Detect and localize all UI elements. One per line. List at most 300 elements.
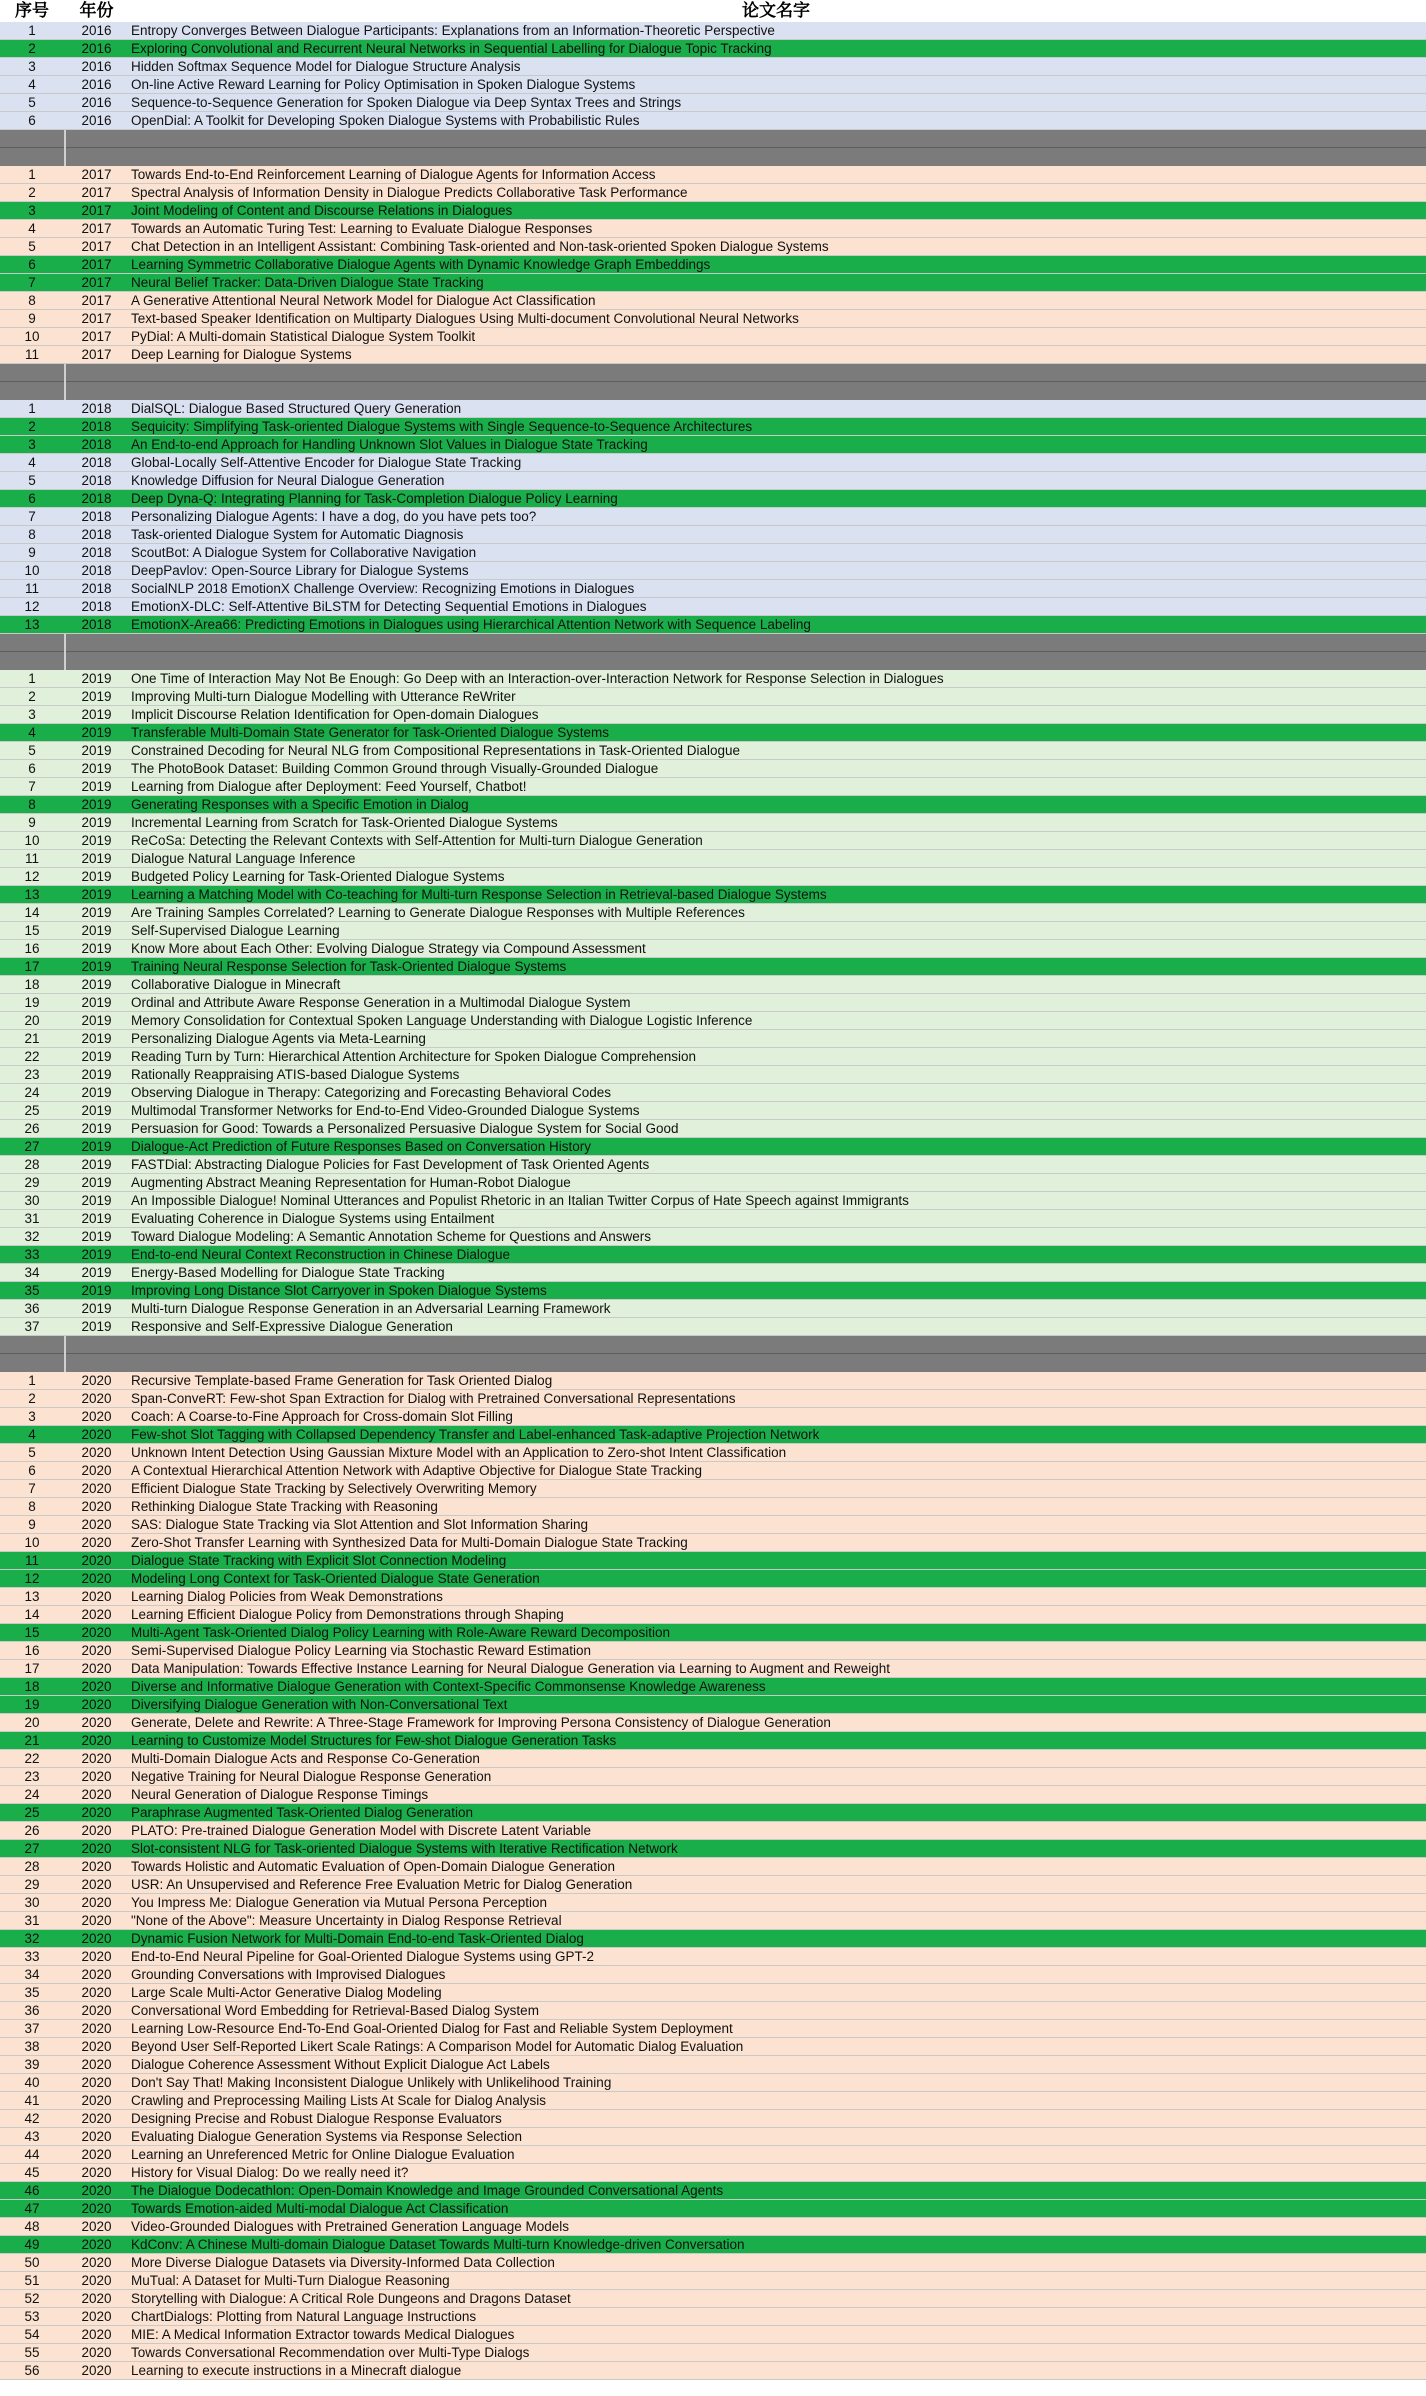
paper-title[interactable]: Towards Holistic and Automatic Evaluation of Open-Domain Dialogue Generation: [131, 1859, 616, 1874]
row-year[interactable]: 2020: [81, 2165, 112, 2180]
paper-title[interactable]: Training Neural Response Selection for Task-Oriented Dialogue Systems: [131, 959, 567, 974]
row-number[interactable]: 35: [24, 1283, 40, 1298]
paper-title[interactable]: Neural Belief Tracker: Data-Driven Dialogue State Tracking: [131, 275, 484, 290]
table-row[interactable]: [0, 454, 1426, 472]
paper-title[interactable]: Conversational Word Embedding for Retrieval-Based Dialog System: [131, 2003, 539, 2018]
row-number[interactable]: 2: [28, 689, 36, 704]
paper-title[interactable]: Span-ConveRT: Few-shot Span Extraction for Dialog with Pretrained Conversational Representations: [131, 1391, 736, 1406]
table-row[interactable]: [0, 688, 1426, 706]
row-number[interactable]: 17: [24, 1661, 40, 1676]
table-row[interactable]: [0, 220, 1426, 238]
row-number[interactable]: 4: [28, 77, 36, 92]
row-number[interactable]: 7: [28, 275, 36, 290]
row-number[interactable]: 21: [24, 1733, 40, 1748]
seq-header[interactable]: 序号: [15, 1, 49, 20]
paper-title[interactable]: DeepPavlov: Open-Source Library for Dialogue Systems: [131, 563, 469, 578]
paper-title[interactable]: Learning Low-Resource End-To-End Goal-Oriented Dialog for Fast and Reliable System Deployment: [131, 2021, 733, 2036]
row-year[interactable]: 2020: [81, 1985, 112, 2000]
paper-title[interactable]: PLATO: Pre-trained Dialogue Generation Model with Discrete Latent Variable: [131, 1823, 591, 1838]
paper-title[interactable]: Learning from Dialogue after Deployment: Feed Yourself, Chatbot!: [131, 779, 527, 794]
row-year[interactable]: 2019: [81, 1193, 112, 1208]
row-year[interactable]: 2020: [81, 2003, 112, 2018]
table-row[interactable]: [0, 2254, 1426, 2272]
row-year[interactable]: 2020: [81, 1391, 112, 1406]
paper-title[interactable]: Learning an Unreferenced Metric for Online Dialogue Evaluation: [131, 2147, 515, 2162]
table-row[interactable]: [0, 310, 1426, 328]
row-number[interactable]: 3: [28, 203, 36, 218]
row-year[interactable]: 2019: [81, 761, 112, 776]
row-number[interactable]: 14: [24, 1607, 40, 1622]
table-row[interactable]: [0, 850, 1426, 868]
row-number[interactable]: 31: [24, 1211, 40, 1226]
row-year[interactable]: 2020: [81, 2309, 112, 2324]
row-number[interactable]: 29: [24, 1175, 40, 1190]
row-year[interactable]: 2017: [81, 293, 112, 308]
table-row[interactable]: [0, 1084, 1426, 1102]
paper-title[interactable]: ReCoSa: Detecting the Relevant Contexts with Self-Attention for Multi-turn Dialogue Generation: [131, 833, 703, 848]
table-row[interactable]: [0, 1030, 1426, 1048]
row-number[interactable]: 9: [28, 815, 36, 830]
row-number[interactable]: 8: [28, 527, 36, 542]
row-year[interactable]: 2017: [81, 257, 112, 272]
row-number[interactable]: 1: [28, 401, 36, 416]
row-year[interactable]: 2019: [81, 1319, 112, 1334]
paper-title[interactable]: Energy-Based Modelling for Dialogue State Tracking: [131, 1265, 445, 1280]
row-number[interactable]: 5: [28, 743, 36, 758]
paper-title[interactable]: More Diverse Dialogue Datasets via Diversity-Informed Data Collection: [131, 2255, 555, 2270]
paper-title[interactable]: Generate, Delete and Rewrite: A Three-Stage Framework for Improving Persona Consistency of Dialogue Generation: [131, 1715, 831, 1730]
row-number[interactable]: 25: [24, 1103, 40, 1118]
table-row[interactable]: [0, 1156, 1426, 1174]
row-year[interactable]: 2020: [81, 1931, 112, 1946]
paper-title[interactable]: Multimodal Transformer Networks for End-to-End Video-Grounded Dialogue Systems: [131, 1103, 640, 1118]
table-row[interactable]: [0, 2110, 1426, 2128]
row-number[interactable]: 11: [24, 851, 39, 866]
table-row[interactable]: [0, 1048, 1426, 1066]
paper-title[interactable]: FASTDial: Abstracting Dialogue Policies for Fast Development of Task Oriented Agents: [131, 1157, 650, 1172]
row-year[interactable]: 2020: [81, 1481, 112, 1496]
table-row[interactable]: [0, 2218, 1426, 2236]
row-number[interactable]: 7: [28, 1481, 36, 1496]
paper-title[interactable]: Grounding Conversations with Improvised Dialogues: [131, 1967, 446, 1982]
table-row[interactable]: [0, 2074, 1426, 2092]
row-number[interactable]: 43: [24, 2129, 40, 2144]
paper-title[interactable]: Chat Detection in an Intelligent Assistant: Combining Task-oriented and Non-task-oriented Spoken Dialogue Systems: [131, 239, 829, 254]
paper-title[interactable]: Are Training Samples Correlated? Learning to Generate Dialogue Responses with Multiple References: [131, 905, 745, 920]
table-row[interactable]: [0, 400, 1426, 418]
table-row[interactable]: [0, 1318, 1426, 1336]
table-row[interactable]: [0, 1174, 1426, 1192]
paper-title[interactable]: OpenDial: A Toolkit for Developing Spoken Dialogue Systems with Probabilistic Rules: [131, 113, 640, 128]
row-number[interactable]: 1: [28, 23, 36, 38]
paper-title[interactable]: Evaluating Dialogue Generation Systems via Response Selection: [131, 2129, 522, 2144]
paper-title[interactable]: DialSQL: Dialogue Based Structured Query Generation: [131, 401, 462, 416]
row-year[interactable]: 2019: [81, 797, 112, 812]
paper-title[interactable]: Ordinal and Attribute Aware Response Generation in a Multimodal Dialogue System: [131, 995, 631, 1010]
row-number[interactable]: 33: [24, 1247, 40, 1262]
row-number[interactable]: 15: [24, 1625, 40, 1640]
row-year[interactable]: 2020: [81, 2075, 112, 2090]
table-row[interactable]: [0, 112, 1426, 130]
paper-title[interactable]: Improving Multi-turn Dialogue Modelling with Utterance ReWriter: [131, 689, 516, 704]
table-row[interactable]: [0, 1570, 1426, 1588]
row-number[interactable]: 15: [24, 923, 40, 938]
paper-title[interactable]: EmotionX-Area66: Predicting Emotions in Dialogues using Hierarchical Attention Network with Sequence Labeling: [131, 617, 811, 632]
paper-title[interactable]: Joint Modeling of Content and Discourse Relations in Dialogues: [131, 203, 513, 218]
paper-title[interactable]: A Contextual Hierarchical Attention Network with Adaptive Objective for Dialogue State Tracking: [131, 1463, 703, 1478]
table-row[interactable]: [0, 1984, 1426, 2002]
paper-title[interactable]: Dynamic Fusion Network for Multi-Domain End-to-end Task-Oriented Dialog: [131, 1931, 584, 1946]
row-year[interactable]: 2019: [81, 1085, 112, 1100]
paper-title[interactable]: Learning a Matching Model with Co-teaching for Multi-turn Response Selection in Retrieval-based Dialogue Systems: [131, 887, 827, 902]
row-number[interactable]: 11: [24, 581, 39, 596]
paper-title[interactable]: Learning Efficient Dialogue Policy from Demonstrations through Shaping: [131, 1607, 564, 1622]
table-row[interactable]: [0, 940, 1426, 958]
row-year[interactable]: 2020: [81, 1697, 112, 1712]
paper-title[interactable]: The Dialogue Dodecathlon: Open-Domain Knowledge and Image Grounded Conversational Agents: [131, 2183, 724, 2198]
row-year[interactable]: 2020: [81, 1661, 112, 1676]
row-number[interactable]: 28: [24, 1157, 40, 1172]
row-year[interactable]: 2020: [81, 1859, 112, 1874]
paper-title[interactable]: Semi-Supervised Dialogue Policy Learning via Stochastic Reward Estimation: [131, 1643, 591, 1658]
paper-title[interactable]: Implicit Discourse Relation Identification for Open-domain Dialogues: [131, 707, 539, 722]
table-row[interactable]: [0, 1408, 1426, 1426]
paper-title[interactable]: Paraphrase Augmented Task-Oriented Dialog Generation: [131, 1805, 473, 1820]
row-year[interactable]: 2020: [81, 2057, 112, 2072]
row-number[interactable]: 25: [24, 1805, 40, 1820]
row-year[interactable]: 2020: [81, 2183, 112, 2198]
table-row[interactable]: [0, 1822, 1426, 1840]
row-number[interactable]: 49: [24, 2237, 40, 2252]
row-year[interactable]: 2019: [81, 833, 112, 848]
row-number[interactable]: 34: [24, 1265, 40, 1280]
table-row[interactable]: [0, 1912, 1426, 1930]
row-year[interactable]: 2019: [81, 887, 112, 902]
paper-title[interactable]: Dialogue-Act Prediction of Future Responses Based on Conversation History: [131, 1139, 591, 1154]
row-number[interactable]: 10: [24, 1535, 40, 1550]
row-number[interactable]: 2: [28, 1391, 36, 1406]
paper-title[interactable]: Towards End-to-End Reinforcement Learning of Dialogue Agents for Information Access: [131, 167, 656, 182]
table-row[interactable]: [0, 778, 1426, 796]
table-row[interactable]: [0, 724, 1426, 742]
table-row[interactable]: [0, 1732, 1426, 1750]
paper-title[interactable]: Towards an Automatic Turing Test: Learning to Evaluate Dialogue Responses: [131, 221, 593, 236]
row-number[interactable]: 54: [24, 2327, 40, 2342]
row-year[interactable]: 2019: [81, 1103, 112, 1118]
row-year[interactable]: 2020: [81, 1967, 112, 1982]
table-row[interactable]: [0, 1372, 1426, 1390]
row-number[interactable]: 2: [28, 41, 36, 56]
table-row[interactable]: [0, 2020, 1426, 2038]
paper-title[interactable]: Diversifying Dialogue Generation with Non-Conversational Text: [131, 1697, 508, 1712]
paper-title[interactable]: Few-shot Slot Tagging with Collapsed Dependency Transfer and Label-enhanced Task-adaptive Projection Network: [131, 1427, 820, 1442]
row-year[interactable]: 2018: [81, 401, 112, 416]
table-row[interactable]: [0, 1588, 1426, 1606]
year-header[interactable]: 年份: [79, 1, 114, 20]
row-year[interactable]: 2019: [81, 1139, 112, 1154]
row-year[interactable]: 2020: [81, 1553, 112, 1568]
table-row[interactable]: [0, 2146, 1426, 2164]
row-year[interactable]: 2019: [81, 923, 112, 938]
table-row[interactable]: [0, 2092, 1426, 2110]
paper-title[interactable]: End-to-End Neural Pipeline for Goal-Oriented Dialogue Systems using GPT-2: [131, 1949, 594, 1964]
paper-title[interactable]: Multi-Domain Dialogue Acts and Response Co-Generation: [131, 1751, 480, 1766]
row-number[interactable]: 23: [24, 1769, 40, 1784]
table-row[interactable]: [0, 490, 1426, 508]
paper-title[interactable]: Improving Long Distance Slot Carryover in Spoken Dialogue Systems: [131, 1283, 547, 1298]
table-row[interactable]: [0, 1660, 1426, 1678]
paper-title[interactable]: Coach: A Coarse-to-Fine Approach for Cross-domain Slot Filling: [131, 1409, 513, 1424]
row-number[interactable]: 8: [28, 797, 36, 812]
row-number[interactable]: 32: [24, 1931, 40, 1946]
table-row[interactable]: [0, 814, 1426, 832]
paper-title[interactable]: You Impress Me: Dialogue Generation via Mutual Persona Perception: [131, 1895, 547, 1910]
table-row[interactable]: [0, 328, 1426, 346]
row-year[interactable]: 2020: [81, 2201, 112, 2216]
table-row[interactable]: [0, 2236, 1426, 2254]
table-row[interactable]: [0, 418, 1426, 436]
row-year[interactable]: 2020: [81, 1589, 112, 1604]
row-year[interactable]: 2020: [81, 1373, 112, 1388]
row-number[interactable]: 30: [24, 1193, 40, 1208]
table-row[interactable]: [0, 508, 1426, 526]
row-year[interactable]: 2019: [81, 671, 112, 686]
row-year[interactable]: 2019: [81, 1211, 112, 1226]
row-number[interactable]: 39: [24, 2057, 40, 2072]
paper-title[interactable]: One Time of Interaction May Not Be Enough: Go Deep with an Interaction-over-Interaction Network for Response Selection in Dialogues: [131, 671, 944, 686]
row-number[interactable]: 23: [24, 1067, 40, 1082]
row-year[interactable]: 2020: [81, 2291, 112, 2306]
row-year[interactable]: 2017: [81, 311, 112, 326]
row-year[interactable]: 2019: [81, 1265, 112, 1280]
paper-title[interactable]: Sequicity: Simplifying Task-oriented Dialogue Systems with Single Sequence-to-Sequence Architectures: [131, 419, 753, 434]
row-year[interactable]: 2018: [81, 545, 112, 560]
table-row[interactable]: [0, 1264, 1426, 1282]
row-year[interactable]: 2018: [81, 455, 112, 470]
paper-title[interactable]: Memory Consolidation for Contextual Spoken Language Understanding with Dialogue Logistic Inference: [131, 1013, 753, 1028]
row-number[interactable]: 31: [24, 1913, 40, 1928]
paper-title[interactable]: Text-based Speaker Identification on Multiparty Dialogues Using Multi-document Convolutional Neural Networks: [131, 311, 799, 326]
table-row[interactable]: [0, 742, 1426, 760]
table-row[interactable]: [0, 598, 1426, 616]
row-number[interactable]: 47: [24, 2201, 40, 2216]
row-year[interactable]: 2019: [81, 779, 112, 794]
row-number[interactable]: 48: [24, 2219, 40, 2234]
table-row[interactable]: [0, 1642, 1426, 1660]
paper-title[interactable]: EmotionX-DLC: Self-Attentive BiLSTM for Detecting Sequential Emotions in Dialogues: [131, 599, 647, 614]
paper-title[interactable]: Augmenting Abstract Meaning Representation for Human-Robot Dialogue: [131, 1175, 571, 1190]
table-row[interactable]: [0, 346, 1426, 364]
row-number[interactable]: 4: [28, 725, 36, 740]
paper-title[interactable]: Towards Conversational Recommendation over Multi-Type Dialogs: [131, 2345, 530, 2360]
table-row[interactable]: [0, 2164, 1426, 2182]
paper-title[interactable]: Diverse and Informative Dialogue Generation with Context-Specific Commonsense Knowledge Awareness: [131, 1679, 766, 1694]
paper-title[interactable]: Don't Say That! Making Inconsistent Dialogue Unlikely with Unlikelihood Training: [131, 2075, 612, 2090]
table-row[interactable]: [0, 886, 1426, 904]
paper-title[interactable]: Large Scale Multi-Actor Generative Dialog Modeling: [131, 1985, 442, 2000]
row-year[interactable]: 2020: [81, 1823, 112, 1838]
row-year[interactable]: 2019: [81, 1157, 112, 1172]
row-number[interactable]: 6: [28, 113, 36, 128]
table-row[interactable]: [0, 256, 1426, 274]
table-row[interactable]: [0, 1102, 1426, 1120]
table-row[interactable]: [0, 1462, 1426, 1480]
row-number[interactable]: 27: [24, 1841, 40, 1856]
table-row[interactable]: [0, 202, 1426, 220]
row-number[interactable]: 12: [24, 1571, 40, 1586]
row-number[interactable]: 1: [28, 671, 36, 686]
paper-title[interactable]: Rationally Reappraising ATIS-based Dialogue Systems: [131, 1067, 460, 1082]
table-row[interactable]: [0, 1552, 1426, 1570]
row-year[interactable]: 2020: [81, 2111, 112, 2126]
paper-title[interactable]: Negative Training for Neural Dialogue Response Generation: [131, 1769, 492, 1784]
paper-title[interactable]: Beyond User Self-Reported Likert Scale Ratings: A Comparison Model for Automatic Dialog Evaluation: [131, 2039, 744, 2054]
row-number[interactable]: 2: [28, 185, 36, 200]
row-year[interactable]: 2020: [81, 1805, 112, 1820]
table-row[interactable]: [0, 238, 1426, 256]
table-row[interactable]: [0, 2326, 1426, 2344]
table-row[interactable]: [0, 2290, 1426, 2308]
row-year[interactable]: 2020: [81, 1787, 112, 1802]
row-number[interactable]: 3: [28, 437, 36, 452]
table-row[interactable]: [0, 2056, 1426, 2074]
row-year[interactable]: 2018: [81, 599, 112, 614]
table-row[interactable]: [0, 2200, 1426, 2218]
table-row[interactable]: [0, 1768, 1426, 1786]
row-number[interactable]: 26: [24, 1121, 40, 1136]
paper-title[interactable]: Efficient Dialogue State Tracking by Selectively Overwriting Memory: [131, 1481, 537, 1496]
table-row[interactable]: [0, 1300, 1426, 1318]
table-row[interactable]: [0, 958, 1426, 976]
row-number[interactable]: 29: [24, 1877, 40, 1892]
table-row[interactable]: [0, 184, 1426, 202]
row-year[interactable]: 2017: [81, 203, 112, 218]
row-number[interactable]: 24: [24, 1787, 40, 1802]
paper-title[interactable]: Persuasion for Good: Towards a Personalized Persuasive Dialogue System for Social Good: [131, 1121, 679, 1136]
row-number[interactable]: 37: [24, 2021, 40, 2036]
table-row[interactable]: [0, 1498, 1426, 1516]
row-year[interactable]: 2020: [81, 2345, 112, 2360]
paper-title[interactable]: Learning to Customize Model Structures for Few-shot Dialogue Generation Tasks: [131, 1733, 617, 1748]
paper-title[interactable]: Storytelling with Dialogue: A Critical Role Dungeons and Dragons Dataset: [131, 2291, 571, 2306]
row-number[interactable]: 3: [28, 707, 36, 722]
row-year[interactable]: 2016: [81, 23, 112, 38]
row-year[interactable]: 2020: [81, 1913, 112, 1928]
row-number[interactable]: 28: [24, 1859, 40, 1874]
row-number[interactable]: 11: [24, 347, 39, 362]
row-number[interactable]: 34: [24, 1967, 40, 1982]
table-row[interactable]: [0, 1192, 1426, 1210]
row-year[interactable]: 2020: [81, 2093, 112, 2108]
row-number[interactable]: 33: [24, 1949, 40, 1964]
table-row[interactable]: [0, 1678, 1426, 1696]
paper-title[interactable]: Sequence-to-Sequence Generation for Spoken Dialogue via Deep Syntax Trees and Strings: [131, 95, 682, 110]
row-number[interactable]: 10: [24, 563, 40, 578]
table-row[interactable]: [0, 2182, 1426, 2200]
row-number[interactable]: 5: [28, 473, 36, 488]
row-number[interactable]: 16: [24, 1643, 40, 1658]
row-year[interactable]: 2020: [81, 2129, 112, 2144]
row-year[interactable]: 2017: [81, 167, 112, 182]
row-number[interactable]: 6: [28, 257, 36, 272]
table-row[interactable]: [0, 1444, 1426, 1462]
paper-title[interactable]: Multi-Agent Task-Oriented Dialog Policy Learning with Role-Aware Reward Decomposition: [131, 1625, 670, 1640]
table-row[interactable]: [0, 904, 1426, 922]
row-number[interactable]: 5: [28, 95, 36, 110]
row-year[interactable]: 2016: [81, 77, 112, 92]
paper-title[interactable]: An End-to-end Approach for Handling Unknown Slot Values in Dialogue State Tracking: [131, 437, 648, 452]
table-row[interactable]: [0, 274, 1426, 292]
row-year[interactable]: 2018: [81, 437, 112, 452]
row-year[interactable]: 2018: [81, 527, 112, 542]
table-row[interactable]: [0, 292, 1426, 310]
paper-title[interactable]: Multi-turn Dialogue Response Generation in an Adversarial Learning Framework: [131, 1301, 611, 1316]
table-row[interactable]: [0, 1714, 1426, 1732]
paper-title[interactable]: Toward Dialogue Modeling: A Semantic Annotation Scheme for Questions and Answers: [131, 1229, 652, 1244]
paper-title[interactable]: Deep Dyna-Q: Integrating Planning for Task-Completion Dialogue Policy Learning: [131, 491, 618, 506]
row-year[interactable]: 2020: [81, 2219, 112, 2234]
row-number[interactable]: 6: [28, 491, 36, 506]
paper-title[interactable]: Knowledge Diffusion for Neural Dialogue Generation: [131, 473, 445, 488]
paper-title[interactable]: Learning Dialog Policies from Weak Demonstrations: [131, 1589, 443, 1604]
row-year[interactable]: 2019: [81, 1031, 112, 1046]
table-row[interactable]: [0, 2038, 1426, 2056]
paper-title[interactable]: History for Visual Dialog: Do we really need it?: [131, 2165, 409, 2180]
table-row[interactable]: [0, 1390, 1426, 1408]
row-number[interactable]: 13: [24, 1589, 40, 1604]
row-year[interactable]: 2016: [81, 113, 112, 128]
table-row[interactable]: [0, 994, 1426, 1012]
table-row[interactable]: [0, 760, 1426, 778]
row-year[interactable]: 2019: [81, 815, 112, 830]
paper-title[interactable]: A Generative Attentional Neural Network Model for Dialogue Act Classification: [131, 293, 596, 308]
table-row[interactable]: [0, 1696, 1426, 1714]
row-year[interactable]: 2017: [81, 329, 112, 344]
row-year[interactable]: 2019: [81, 1175, 112, 1190]
row-year[interactable]: 2019: [81, 869, 112, 884]
paper-title[interactable]: Know More about Each Other: Evolving Dialogue Strategy via Compound Assessment: [131, 941, 646, 956]
paper-title[interactable]: Unknown Intent Detection Using Gaussian Mixture Model with an Application to Zero-shot Intent Classification: [131, 1445, 787, 1460]
paper-title[interactable]: Video-Grounded Dialogues with Pretrained Generation Language Models: [131, 2219, 570, 2234]
table-row[interactable]: [0, 562, 1426, 580]
table-row[interactable]: [0, 922, 1426, 940]
row-number[interactable]: 24: [24, 1085, 40, 1100]
paper-title[interactable]: Hidden Softmax Sequence Model for Dialogue Structure Analysis: [131, 59, 521, 74]
paper-title[interactable]: Responsive and Self-Expressive Dialogue Generation: [131, 1319, 453, 1334]
row-year[interactable]: 2020: [81, 2273, 112, 2288]
row-number[interactable]: 19: [24, 1697, 40, 1712]
row-number[interactable]: 7: [28, 509, 36, 524]
row-number[interactable]: 56: [24, 2363, 40, 2378]
row-number[interactable]: 13: [24, 887, 40, 902]
paper-title[interactable]: KdConv: A Chinese Multi-domain Dialogue Dataset Towards Multi-turn Knowledge-driven Conversation: [131, 2237, 745, 2252]
row-year[interactable]: 2020: [81, 2147, 112, 2162]
row-year[interactable]: 2020: [81, 1409, 112, 1424]
row-year[interactable]: 2019: [81, 1121, 112, 1136]
row-number[interactable]: 4: [28, 1427, 36, 1442]
paper-title[interactable]: Slot-consistent NLG for Task-oriented Dialogue Systems with Iterative Rectification Network: [131, 1841, 678, 1856]
row-number[interactable]: 22: [24, 1751, 40, 1766]
row-number[interactable]: 9: [28, 311, 36, 326]
row-number[interactable]: 10: [24, 329, 40, 344]
row-year[interactable]: 2020: [81, 2237, 112, 2252]
row-number[interactable]: 10: [24, 833, 40, 848]
paper-title[interactable]: ScoutBot: A Dialogue System for Collaborative Navigation: [131, 545, 477, 560]
row-number[interactable]: 1: [28, 1373, 36, 1388]
row-year[interactable]: 2018: [81, 581, 112, 596]
table-row[interactable]: [0, 1858, 1426, 1876]
row-year[interactable]: 2019: [81, 1013, 112, 1028]
